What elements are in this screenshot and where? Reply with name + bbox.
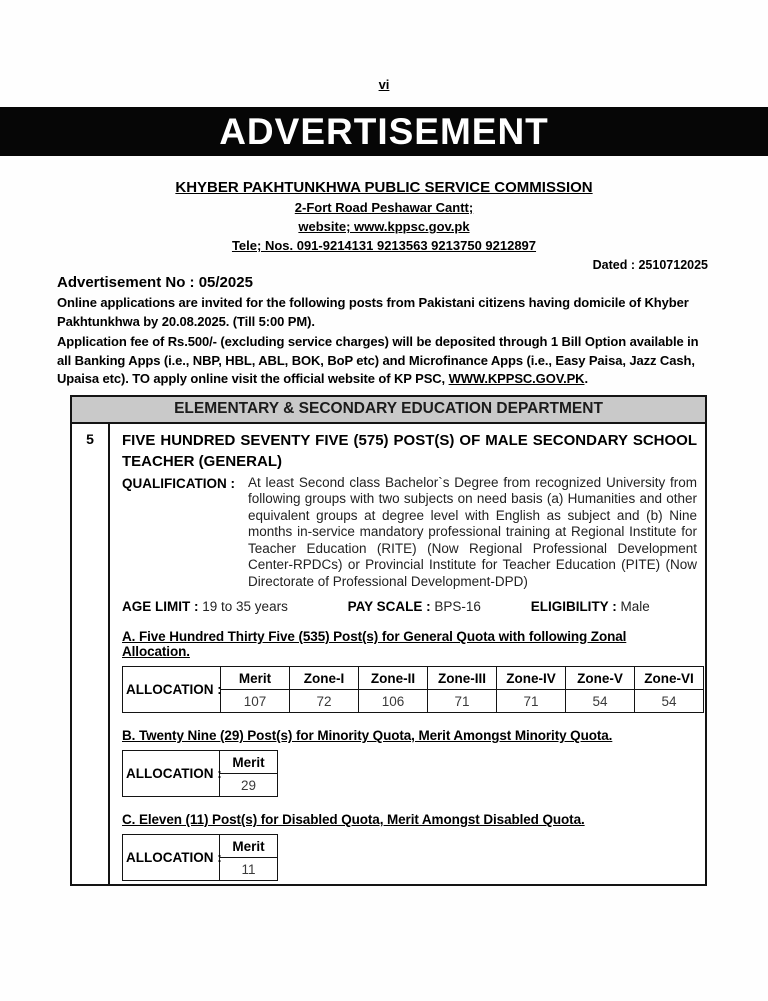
- allocation-value-merit: 107: [221, 690, 290, 713]
- column-header-zone-3: Zone-III: [428, 667, 497, 690]
- allocation-label: ALLOCATION :: [123, 835, 220, 881]
- age-limit-value: 19 to 35 years: [202, 599, 288, 614]
- serial-number: 5: [72, 424, 110, 885]
- allocation-value-zone-6: 54: [635, 690, 704, 713]
- allocation-value-zone-2: 106: [359, 690, 428, 713]
- section-b-heading: B. Twenty Nine (29) Post(s) for Minority Quota, Merit Amongst Minority Quota.: [122, 728, 613, 743]
- column-header-merit: Merit: [220, 751, 278, 774]
- column-header-merit: Merit: [221, 667, 290, 690]
- org-telephone: Tele; Nos. 091-9214131 9213563 9213750 9212897: [231, 238, 537, 253]
- eligibility: [531, 599, 650, 614]
- pay-scale: [348, 599, 481, 614]
- column-header-zone-2: Zone-II: [359, 667, 428, 690]
- org-name: KHYBER PAKHTUNKHWA PUBLIC SERVICE COMMISSION: [175, 179, 593, 196]
- intro-paragraph-fee: [57, 333, 712, 389]
- qualification-label: QUALIFICATION :: [122, 475, 235, 491]
- post-details-cell: [110, 424, 705, 885]
- allocation-value-zone-3: 71: [428, 690, 497, 713]
- allocation-value-zone-5: 54: [566, 690, 635, 713]
- allocation-table-minority-quota: [122, 750, 278, 797]
- qualification-block: [122, 475, 697, 591]
- allocation-value-merit: 11: [220, 858, 278, 881]
- column-header-merit: Merit: [220, 835, 278, 858]
- department-header: ELEMENTARY & SECONDARY EDUCATION DEPARTMENT: [72, 397, 705, 424]
- allocation-label: ALLOCATION :: [123, 667, 221, 713]
- pay-scale-label: PAY SCALE :: [347, 599, 431, 614]
- intro-paragraph-applications: Online applications are invited for the following posts from Pakistani citizens having domicile of Khyber Pakhtunkhwa by 20.08.2025. (Till 5:00 PM).: [57, 295, 689, 329]
- page-number: vi: [378, 77, 390, 92]
- pay-scale-value: BPS-16: [434, 599, 481, 614]
- eligibility-label: ELIGIBILITY :: [530, 599, 617, 614]
- fee-text: Application fee of Rs.500/- (excluding service charges) will be deposited through 1 Bill Option available in all Banking Apps (i.e., NBP, HBL, ABL, BOK, BoP etc) and Microfinance Apps (i.e., Easy Paisa, Jazz Cash, Upaisa etc). TO apply online visit the official website of KP PSC,: [57, 334, 699, 386]
- column-header-zone-4: Zone-IV: [497, 667, 566, 690]
- section-c-heading: C. Eleven (11) Post(s) for Disabled Quota, Merit Amongst Disabled Quota.: [122, 812, 585, 827]
- age-limit: [122, 599, 288, 614]
- allocation-table-disabled-quota: [122, 834, 278, 881]
- advertisement-banner-title: ADVERTISEMENT: [219, 111, 549, 152]
- section-a-heading: A. Five Hundred Thirty Five (535) Post(s) for General Quota with following Zonal Allocation.: [122, 629, 627, 659]
- post-row: [72, 424, 705, 885]
- allocation-value-merit: 29: [220, 774, 278, 797]
- qualification-text: At least Second class Bachelor`s Degree from recognized University from following groups with two subjects on need basis (a) Humanities and other equivalent groups at degree level with English as subject and (b) Nine months in-service mandatory professional training at Regional Institute for Teacher Education (RITE) (Now Regional Professional Development Center-RPDCs) or Provincial Institute for Teacher Education (PITE) (Now Directorate of Professional Development-DPD): [248, 474, 697, 589]
- kppsc-website-link[interactable]: WWW.KPPSC.GOV.PK: [448, 371, 585, 386]
- department-table: [70, 395, 707, 887]
- column-header-zone-1: Zone-I: [290, 667, 359, 690]
- org-header: [0, 178, 768, 255]
- allocation-value-zone-1: 72: [290, 690, 359, 713]
- advertisement-number: Advertisement No : 05/2025: [57, 274, 253, 291]
- org-address: 2-Fort Road Peshawar Cantt;: [294, 200, 474, 215]
- age-limit-label: AGE LIMIT :: [122, 599, 199, 614]
- org-website: website; www.kppsc.gov.pk: [298, 219, 470, 234]
- dated-line: Dated : 2510712025: [592, 258, 708, 272]
- post-attributes: [122, 599, 697, 614]
- column-header-zone-6: Zone-VI: [635, 667, 704, 690]
- fee-text-end: .: [584, 371, 588, 386]
- allocation-table-general-quota: [122, 666, 704, 713]
- column-header-zone-5: Zone-V: [566, 667, 635, 690]
- post-title: FIVE HUNDRED SEVENTY FIVE (575) POST(S) OF MALE SECONDARY SCHOOL TEACHER (GENERAL): [122, 431, 697, 470]
- allocation-label: ALLOCATION :: [123, 751, 220, 797]
- advertisement-banner: [0, 107, 768, 156]
- eligibility-value: Male: [620, 599, 650, 614]
- allocation-value-zone-4: 71: [497, 690, 566, 713]
